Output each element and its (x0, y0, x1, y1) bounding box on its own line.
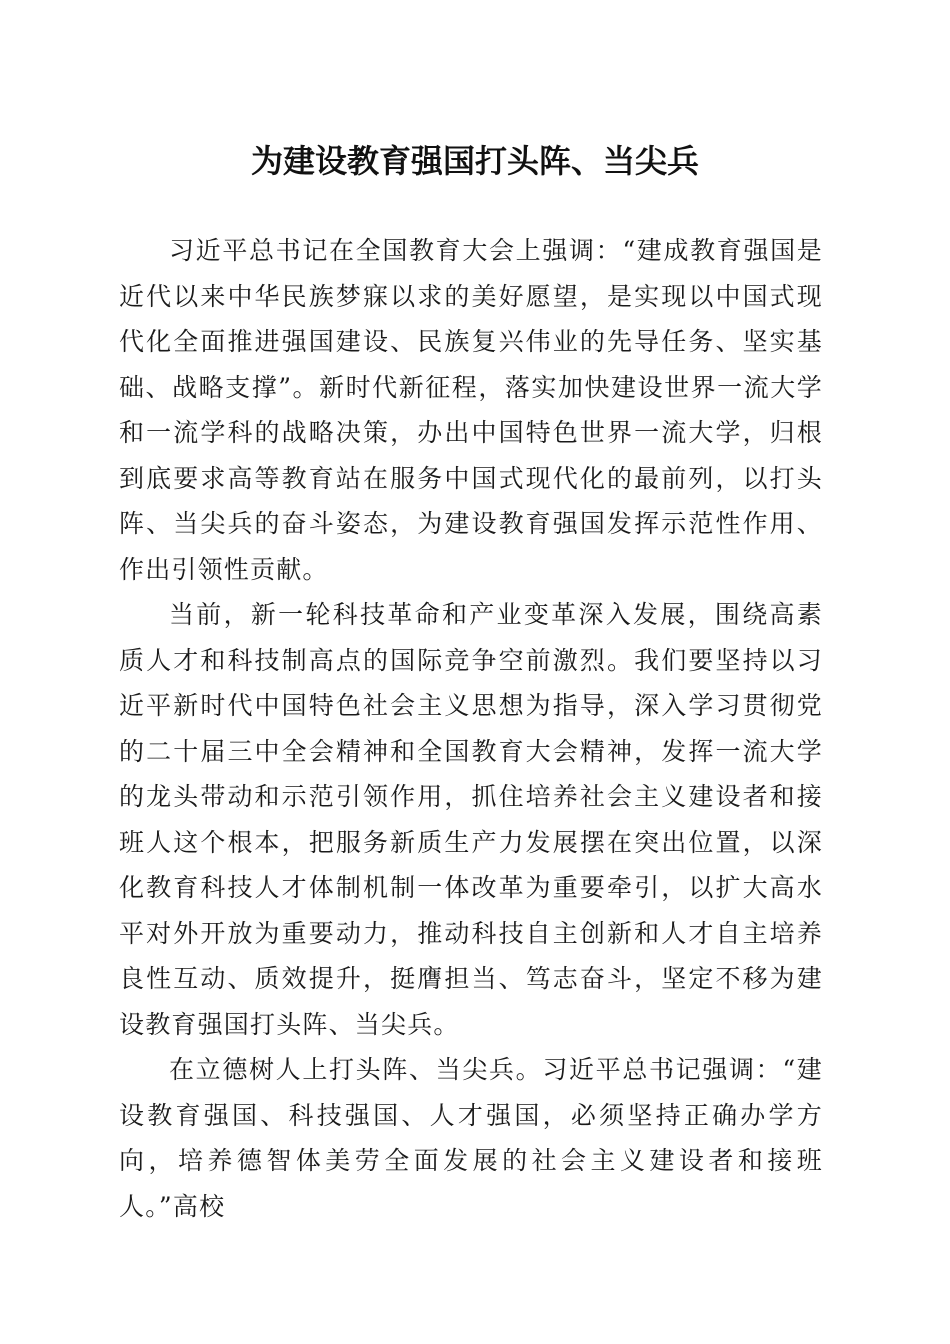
document-title: 为建设教育强国打头阵、当尖兵 (250, 142, 699, 180)
document-body (119, 228, 823, 1229)
paragraph-2: 当前，新一轮科技革命和产业变革深入发展，围绕高素质人才和科技制高点的国际竞争空前激烈。我们要坚持以习近平新时代中国特色社会主义思想为指导，深入学习贯彻党的二十届三中全会精神和全国教育大会精神，发挥一流大学的龙头带动和示范引领作用，抓住培养社会主义建设者和接班人这个根本，把服务新质生产力发展摆在突出位置，以深化教育科技人才体制机制一体改革为重要牵引，以扩大高水平对外开放为重要动力，推动科技自主创新和人才自主培养良性互动、质效提升，挺膺担当、笃志奋斗，坚定不移为建设教育强国打头阵、当尖兵。 (119, 600, 823, 1039)
paragraph-3: 在立德树人上打头阵、当尖兵。习近平总书记强调：“建设教育强国、科技强国、人才强国，必须坚持正确办学方向，培养德智体美劳全面发展的社会主义建设者和接班人。”高校 (119, 1055, 823, 1221)
paragraph-1: 习近平总书记在全国教育大会上强调：“建成教育强国是近代以来中华民族梦寐以求的美好愿望，是实现以中国式现代化全面推进强国建设、民族复兴伟业的先导任务、坚实基础、战略支撑”。新时代新征程，落实加快建设世界一流大学和一流学科的战略决策，办出中国特色世界一流大学，归根到底要求高等教育站在服务中国式现代化的最前列，以打头阵、当尖兵的奋斗姿态，为建设教育强国发挥示范性作用、作出引领性贡献。 (119, 236, 823, 584)
